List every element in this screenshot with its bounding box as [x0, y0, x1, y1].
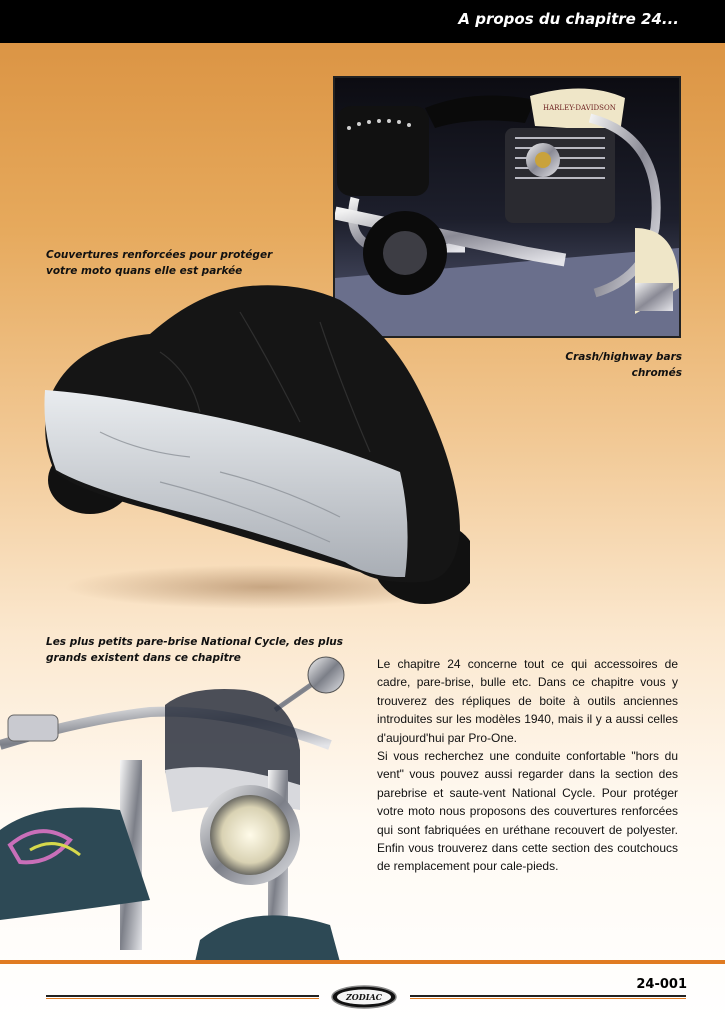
- footer-rule-right: [410, 995, 686, 1000]
- caption-crash-bars: Crash/highway bars chromés: [565, 351, 682, 379]
- windshield-motorcycle-illustration: [0, 650, 350, 962]
- chapter-title: A propos du chapitre 24...: [458, 10, 679, 28]
- harley-logo: HARLEY-DAVIDSON: [543, 104, 616, 112]
- footer-rule-left: [46, 995, 319, 1000]
- caption-cover: Couvertures renforcées pour protéger votre moto quans elle est parkée: [46, 249, 273, 277]
- zodiac-logo-text: ZODIAC: [345, 992, 383, 1002]
- description-paragraph: Si vous recherchez une conduite confortable "hors du vent" vous pouvez aussi regarder dans la section des parebrise et saute-vent National Cycle. Pour protéger votre moto nous proposons des couvertures renforcées qui sont fabriquées en uréthane recouvert de polyester. Enfin vous trouverez dans cette section des coutchoucs de remplacement pour cale-pieds.: [377, 749, 678, 874]
- description-paragraph: Le chapitre 24 concerne tout ce qui accessoires de cadre, pare-brise, bulle etc. Dans ce chapitre vous y trouverez des répliques de boite à outils anciennes introduites sur les modèles 1940, mais il y a aussi celles d'aujourd'hui par Pro-One.: [377, 657, 678, 745]
- motorcycle-cover-illustration: [40, 282, 470, 612]
- page-number: 24-001: [636, 977, 687, 992]
- zodiac-logo: [331, 985, 397, 1009]
- header-bar: [0, 0, 725, 43]
- footer-accent-strip: [0, 960, 725, 964]
- chapter-description: [377, 655, 678, 876]
- caption-windshield: Les plus petits pare-brise National Cycle, des plus grands existent dans ce chapitre: [46, 636, 344, 664]
